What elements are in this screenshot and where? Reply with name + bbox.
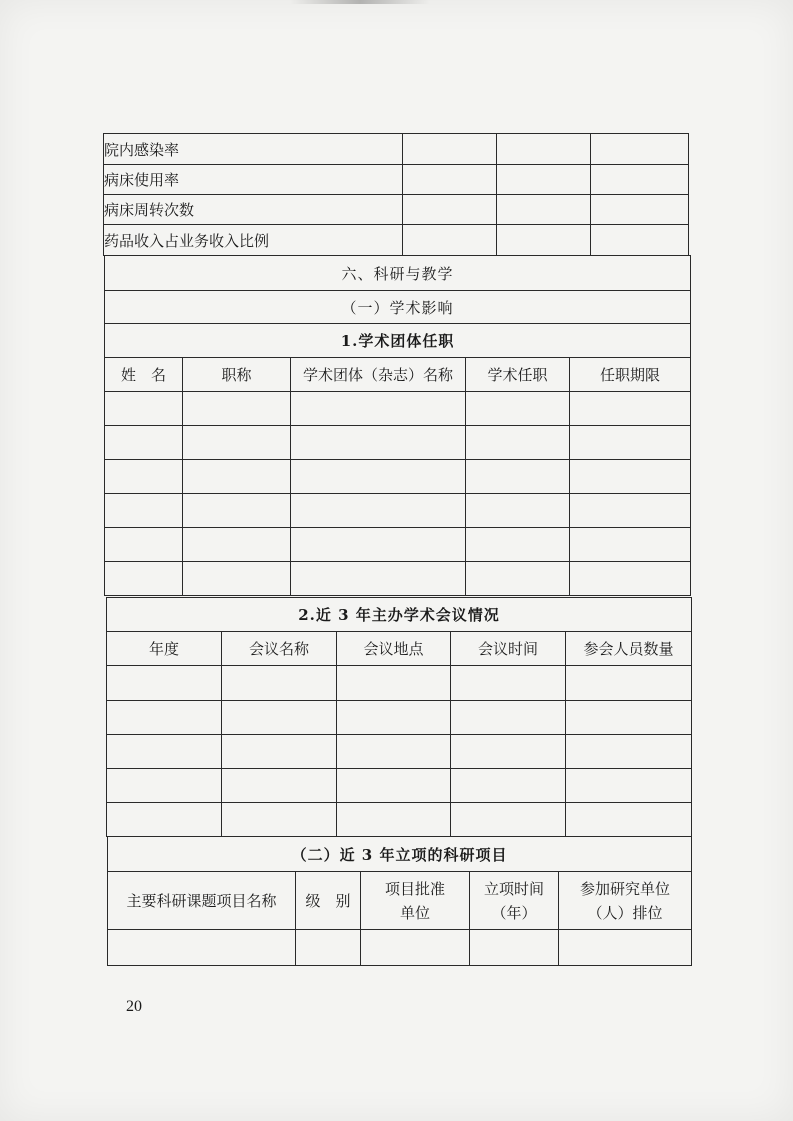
indicator-label: 院内感染率 <box>104 134 403 165</box>
table-row <box>104 225 689 256</box>
table-cell[interactable] <box>570 392 691 426</box>
table-cell[interactable] <box>403 134 497 165</box>
table-cell[interactable] <box>337 735 451 769</box>
table-cell[interactable] <box>570 562 691 596</box>
table-cell[interactable] <box>591 165 689 195</box>
table-row <box>107 598 692 632</box>
table-cell[interactable] <box>466 528 570 562</box>
table-cell[interactable] <box>497 195 591 225</box>
table-cell[interactable] <box>451 701 566 735</box>
table-cell[interactable] <box>466 426 570 460</box>
indicators-table <box>103 133 688 256</box>
table-row <box>105 426 691 460</box>
table-cell[interactable] <box>107 769 222 803</box>
table-cell[interactable] <box>291 460 466 494</box>
indicator-label: 药品收入占业务收入比例 <box>104 225 403 256</box>
table-cell[interactable] <box>451 803 566 837</box>
subsection-title <box>108 837 692 872</box>
table-cell[interactable] <box>291 426 466 460</box>
table-cell[interactable] <box>291 494 466 528</box>
table-row <box>104 195 689 225</box>
column-header: 任职期限 <box>570 358 691 392</box>
table-cell[interactable] <box>570 460 691 494</box>
table-cell[interactable] <box>566 769 692 803</box>
table-cell[interactable] <box>105 426 183 460</box>
column-header: 参会人员数量 <box>566 632 692 666</box>
column-header: 学术团体（杂志）名称 <box>291 358 466 392</box>
column-header: 学术任职 <box>466 358 570 392</box>
table-row <box>105 528 691 562</box>
table-cell[interactable] <box>466 494 570 528</box>
table-row <box>105 460 691 494</box>
table-cell[interactable] <box>291 528 466 562</box>
column-header: 姓 名 <box>105 358 183 392</box>
table-row <box>105 291 691 324</box>
table-cell[interactable] <box>105 562 183 596</box>
table-cell[interactable] <box>559 930 692 966</box>
table-row <box>107 769 692 803</box>
table-cell[interactable] <box>337 803 451 837</box>
table-cell[interactable] <box>105 392 183 426</box>
column-header: 参加研究单位 （人）排位 <box>559 872 692 930</box>
table-cell[interactable] <box>466 562 570 596</box>
table-cell[interactable] <box>183 392 291 426</box>
table-row <box>107 701 692 735</box>
table-cell[interactable] <box>337 701 451 735</box>
table-cell[interactable] <box>183 426 291 460</box>
table-cell[interactable] <box>222 666 337 701</box>
table-cell[interactable] <box>107 735 222 769</box>
table-cell[interactable] <box>566 701 692 735</box>
column-header: 级 别 <box>296 872 361 930</box>
table-cell[interactable] <box>291 562 466 596</box>
table-cell[interactable] <box>570 528 691 562</box>
table-cell[interactable] <box>361 930 470 966</box>
research-projects-table <box>107 836 691 966</box>
table-row <box>105 324 691 358</box>
table-cell[interactable] <box>403 165 497 195</box>
table-row <box>108 837 692 872</box>
conferences-table <box>106 597 691 837</box>
table-cell[interactable] <box>183 528 291 562</box>
table-cell[interactable] <box>497 225 591 256</box>
indicator-label: 病床周转次数 <box>104 195 403 225</box>
column-header: 会议名称 <box>222 632 337 666</box>
header-row <box>105 358 691 392</box>
table-cell[interactable] <box>183 460 291 494</box>
table-cell[interactable] <box>403 225 497 256</box>
table-cell[interactable] <box>403 195 497 225</box>
table-cell[interactable] <box>470 930 559 966</box>
table-cell[interactable] <box>105 460 183 494</box>
page-number: 20 <box>126 998 142 1015</box>
table-cell[interactable] <box>222 803 337 837</box>
table-cell[interactable] <box>451 769 566 803</box>
table-row <box>107 803 692 837</box>
table-cell[interactable] <box>105 494 183 528</box>
table-cell[interactable] <box>570 494 691 528</box>
section-title: 六、科研与教学 <box>105 256 691 291</box>
table-cell[interactable] <box>108 930 296 966</box>
column-header: 年度 <box>107 632 222 666</box>
table-cell[interactable] <box>591 225 689 256</box>
table-cell[interactable] <box>591 195 689 225</box>
table-row <box>105 256 691 291</box>
table-cell[interactable] <box>107 666 222 701</box>
table-cell[interactable] <box>566 735 692 769</box>
table-row <box>105 494 691 528</box>
table-cell[interactable] <box>466 460 570 494</box>
table-cell[interactable] <box>107 803 222 837</box>
table-cell[interactable] <box>222 769 337 803</box>
table-cell[interactable] <box>105 528 183 562</box>
academic-positions-table <box>104 255 690 596</box>
table-cell[interactable] <box>296 930 361 966</box>
table-row <box>104 165 689 195</box>
table-row <box>105 392 691 426</box>
table-row <box>107 666 692 701</box>
table-cell[interactable] <box>591 134 689 165</box>
table-row <box>105 562 691 596</box>
table-cell[interactable] <box>291 392 466 426</box>
column-header: 项目批准 单位 <box>361 872 470 930</box>
table-cell[interactable] <box>570 426 691 460</box>
table-cell[interactable] <box>222 701 337 735</box>
table-cell[interactable] <box>451 735 566 769</box>
table-cell[interactable] <box>107 701 222 735</box>
table-title: 2.近 3 年主办学术会议情况 <box>107 598 692 632</box>
column-header: 职称 <box>183 358 291 392</box>
column-header: 会议时间 <box>451 632 566 666</box>
table-cell[interactable] <box>466 392 570 426</box>
table-cell[interactable] <box>183 494 291 528</box>
column-header: 立项时间 （年） <box>470 872 559 930</box>
subsection-title: （一）学术影响 <box>105 291 691 324</box>
table-title: 1.学术团体任职 <box>105 324 691 358</box>
table-cell[interactable] <box>497 165 591 195</box>
scan-artifact <box>290 0 430 4</box>
table-cell[interactable] <box>497 134 591 165</box>
column-header: 主要科研课题项目名称 <box>108 872 296 930</box>
table-cell[interactable] <box>337 666 451 701</box>
column-header: 会议地点 <box>337 632 451 666</box>
header-row <box>108 872 692 930</box>
table-cell[interactable] <box>566 666 692 701</box>
table-cell[interactable] <box>451 666 566 701</box>
indicator-label: 病床使用率 <box>104 165 403 195</box>
table-row <box>104 134 689 165</box>
header-row <box>107 632 692 666</box>
table-title: （二）近 3 年立项的科研项目 <box>291 845 508 864</box>
table-row <box>108 930 692 966</box>
table-cell[interactable] <box>337 769 451 803</box>
table-cell[interactable] <box>183 562 291 596</box>
table-cell[interactable] <box>222 735 337 769</box>
table-cell[interactable] <box>566 803 692 837</box>
table-row <box>107 735 692 769</box>
